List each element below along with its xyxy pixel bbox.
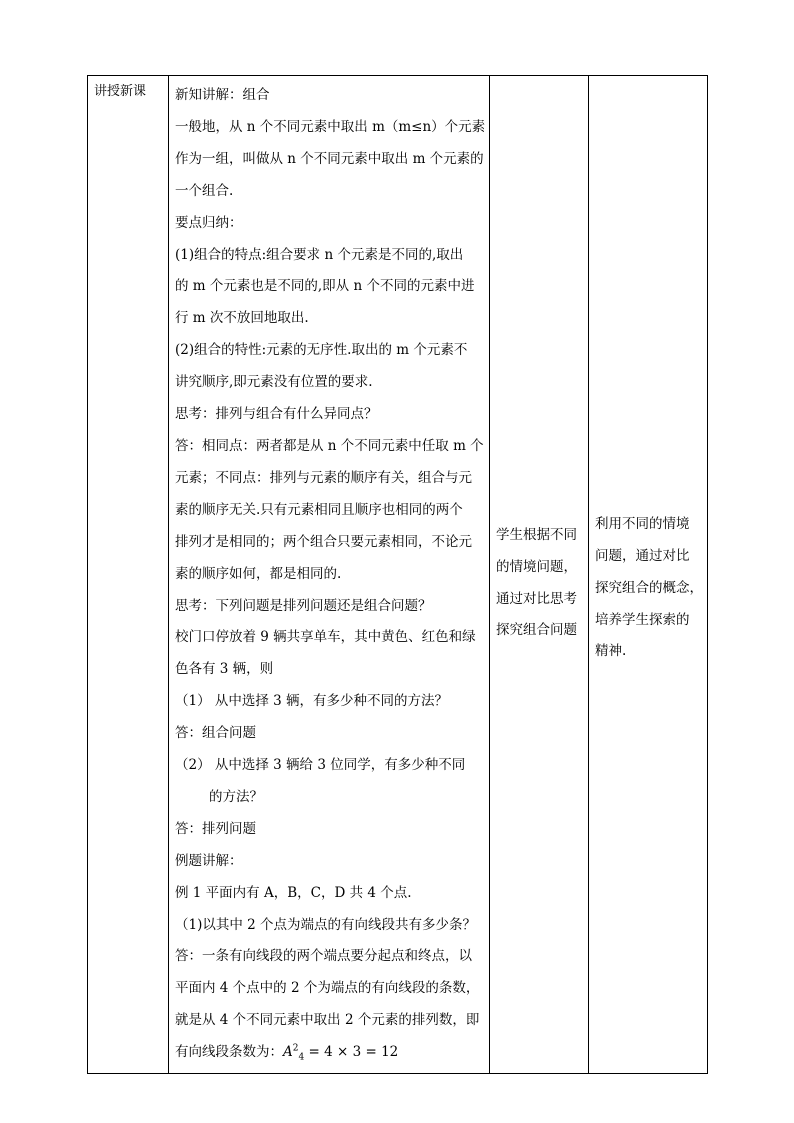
design-intent-line: 利用不同的情境 [595, 515, 690, 532]
content-line: 例题讲解： [175, 852, 243, 869]
content-cell [169, 76, 490, 1074]
stage-label: 讲授新课 [94, 84, 147, 99]
content-line: 排列才是相同的；两个组合只要元素相同，不论元 [175, 533, 472, 550]
content-line: 思考：下列问题是排列问题还是组合问题？ [175, 597, 432, 614]
design-intent [589, 481, 707, 669]
student-activity-cell [490, 76, 589, 1074]
formula-prefix: 有向线段条数为： [175, 1044, 283, 1061]
content-line: 元素；不同点：排列与元素的顺序有关，组合与元 [175, 469, 472, 486]
design-intent-line: 探究组合的概念， [595, 579, 703, 596]
content-line: （1)以其中 2 个点为端点的有向线段共有多少条？ [175, 916, 477, 933]
content-line: 讲究顺序,即元素没有位置的要求. [175, 374, 373, 391]
student-activity-line: 学生根据不同 [496, 526, 577, 543]
content-line: 例 1 平面内有 A，B，C，D 共 4 个点. [175, 884, 412, 901]
student-activity-line: 的情境问题， [496, 558, 577, 575]
table-row [88, 76, 708, 1074]
design-intent-line: 培养学生探索的 [595, 611, 690, 628]
lesson-table [87, 75, 708, 1074]
content-line: 平面内 4 个点中的 2 个为端点的有向线段的条数， [175, 980, 480, 997]
content-line: 的方法？ [209, 788, 263, 805]
content-line: 要点归纳： [175, 214, 243, 231]
content-line: 思考：排列与组合有什么异同点？ [175, 406, 378, 423]
content-line: 行 m 次不放回地取出. [175, 310, 309, 327]
content-line: 的 m 个元素也是不同的,即从 n 个不同的元素中进 [175, 278, 475, 295]
content-line: 新知讲解：组合 [175, 87, 270, 103]
content-line: 素的顺序如何，都是相同的. [175, 565, 342, 582]
content-line: （1） 从中选择 3 辆，有多少种不同的方法？ [175, 693, 449, 710]
content-line: 答：组合问题 [175, 725, 256, 742]
content-line: 一个组合. [175, 182, 234, 199]
content-line: (1)组合的特点:组合要求 n 个元素是不同的,取出 [175, 246, 464, 263]
formula-superscript: 2 [292, 1043, 299, 1054]
content-line: 校门口停放着 9 辆共享单车，其中黄色、红色和绿 [175, 629, 476, 646]
content-line: 就是从 4 个不同元素中取出 2 个元素的排列数，即 [175, 1012, 480, 1029]
content-line: （2） 从中选择 3 辆给 3 位同学，有多少种不同 [175, 757, 466, 774]
design-intent-line: 问题，通过对比 [595, 547, 690, 564]
content-line: (2)组合的特性:元素的无序性.取出的 m 个元素不 [175, 342, 468, 359]
design-intent-line: 精神. [595, 643, 627, 660]
stage-cell [88, 76, 169, 1074]
formula-symbol: A [283, 1044, 293, 1061]
formula-subscript: 4 [298, 1052, 305, 1063]
content-line: 答：一条有向线段的两个端点要分起点和终点，以 [175, 948, 472, 965]
student-activity [490, 502, 588, 648]
content-line: 答：相同点：两者都是从 n 个不同元素中任取 m 个 [175, 437, 484, 454]
design-intent-cell [589, 76, 708, 1074]
content-line: 作为一组，叫做从 n 个不同元素中取出 m 个元素的 [175, 150, 484, 167]
content-line: 色各有 3 辆，则 [175, 661, 274, 678]
student-activity-line: 探究组合问题 [496, 622, 577, 639]
content-line: 一般地，从 n 个不同元素中取出 m（m≤n）个元素 [175, 118, 485, 135]
student-activity-line: 通过对比思考 [496, 590, 577, 607]
formula-rest: = 4 × 3 = 12 [304, 1044, 399, 1061]
formula-line [175, 1037, 485, 1069]
content-line: 素的顺序无关.只有元素相同且顺序也相同的两个 [175, 501, 463, 518]
content-line: 答：排列问题 [175, 820, 256, 837]
content-lines [169, 76, 489, 1073]
